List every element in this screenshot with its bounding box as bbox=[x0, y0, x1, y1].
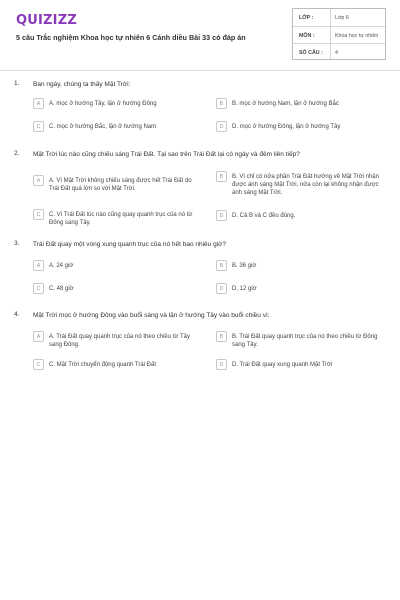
option-letter: C bbox=[33, 209, 44, 220]
option-letter: A bbox=[33, 260, 44, 271]
quizizz-logo: QUIZIZZ bbox=[16, 13, 77, 28]
option-text: B. mọc ở hướng Nam, lặn ở hướng Bắc bbox=[232, 100, 339, 107]
option-letter: D bbox=[216, 283, 227, 294]
option-text: C. Mặt Trời chuyển động quanh Trái Đất bbox=[49, 361, 156, 368]
option-text: A. mọc ở hướng Tây, lặn ở hướng Đông bbox=[49, 100, 157, 107]
option-letter: D bbox=[216, 121, 227, 132]
option-text: B. Trái Đất quay quanh trục của nó theo chiều từ Đông sang Tây. bbox=[232, 333, 378, 348]
option-letter: A bbox=[33, 331, 44, 342]
meta-value: Khoa học tự nhiên bbox=[335, 33, 379, 39]
meta-row-class bbox=[293, 9, 385, 26]
meta-value: Lớp 6 bbox=[335, 15, 349, 21]
page-title: 5 câu Trắc nghiệm Khoa học tự nhiên 6 Cánh diều Bài 33 có đáp án bbox=[16, 33, 246, 42]
option-text: B. Vì chỉ có nửa phần Trái Đất hướng về Mặt Trời nhận được ánh sáng Mặt Trời, nửa còn lại không nhận được ánh sáng Mặt Trời. bbox=[232, 173, 379, 196]
meta-row-subject bbox=[293, 26, 385, 43]
option-letter: B bbox=[216, 171, 227, 182]
option-text: C. Vì Trái Đất lúc nào cũng quay quanh trục của nó từ Đông sang Tây. bbox=[49, 211, 193, 226]
option-letter: C bbox=[33, 359, 44, 370]
option-text: C. mọc ở hướng Bắc, lặn ở hướng Nam bbox=[49, 123, 157, 130]
question-number: 1. bbox=[14, 80, 20, 87]
question-text: Trái Đất quay một vòng xung quanh trục của nó hết bao nhiêu giờ? bbox=[33, 241, 227, 248]
meta-label: LỚP : bbox=[299, 15, 314, 21]
question-text: Mặt Trời mọc ở hướng Đông vào buổi sáng và lặn ở hướng Tây vào buổi chiều vì: bbox=[33, 312, 270, 319]
option-text: D. mọc ở hướng Đông, lặn ở hướng Tây bbox=[232, 123, 341, 130]
option-text: D. 12 giờ bbox=[232, 285, 257, 292]
option-text: B. 36 giờ bbox=[232, 262, 257, 269]
option-letter: A bbox=[33, 175, 44, 186]
meta-value: 4 bbox=[335, 50, 338, 56]
worksheet-header bbox=[0, 0, 400, 72]
meta-table bbox=[292, 8, 386, 60]
question-number: 2. bbox=[14, 150, 20, 157]
question-text: Ban ngày, chúng ta thấy Mặt Trời: bbox=[33, 81, 131, 88]
meta-label: SỐ CÂU : bbox=[299, 50, 323, 56]
option-text: D. Cả B và C đều đúng. bbox=[232, 212, 296, 219]
option-letter: C bbox=[33, 283, 44, 294]
option-letter: B bbox=[216, 98, 227, 109]
option-text: A. Vì Mặt Trời không chiếu sáng được hết Trái Đất do Trái Đất quá lớn so với Mặt Trời. bbox=[49, 177, 192, 192]
option-letter: D bbox=[216, 359, 227, 370]
option-letter: B bbox=[216, 260, 227, 271]
option-text: A. 24 giờ bbox=[49, 262, 74, 269]
question-text: Mặt Trời lúc nào cũng chiếu sáng Trái Đất. Tại sao trên Trái Đất lại có ngày và đêm liên tiếp? bbox=[33, 151, 300, 158]
option-letter: D bbox=[216, 210, 227, 221]
option-letter: A bbox=[33, 98, 44, 109]
option-text: C. 48 giờ bbox=[49, 285, 74, 292]
option-letter: C bbox=[33, 121, 44, 132]
option-text: D. Trái Đất quay xung quanh Mặt Trời bbox=[232, 361, 333, 368]
header-divider bbox=[0, 70, 400, 71]
question-number: 3. bbox=[14, 240, 20, 247]
meta-row-count bbox=[293, 43, 385, 60]
meta-label: MÔN : bbox=[299, 33, 315, 39]
question-number: 4. bbox=[14, 311, 20, 318]
option-letter: B bbox=[216, 331, 227, 342]
option-text: A. Trái Đất quay quanh trục của nó theo chiều từ Tây sang Đông. bbox=[49, 333, 190, 348]
